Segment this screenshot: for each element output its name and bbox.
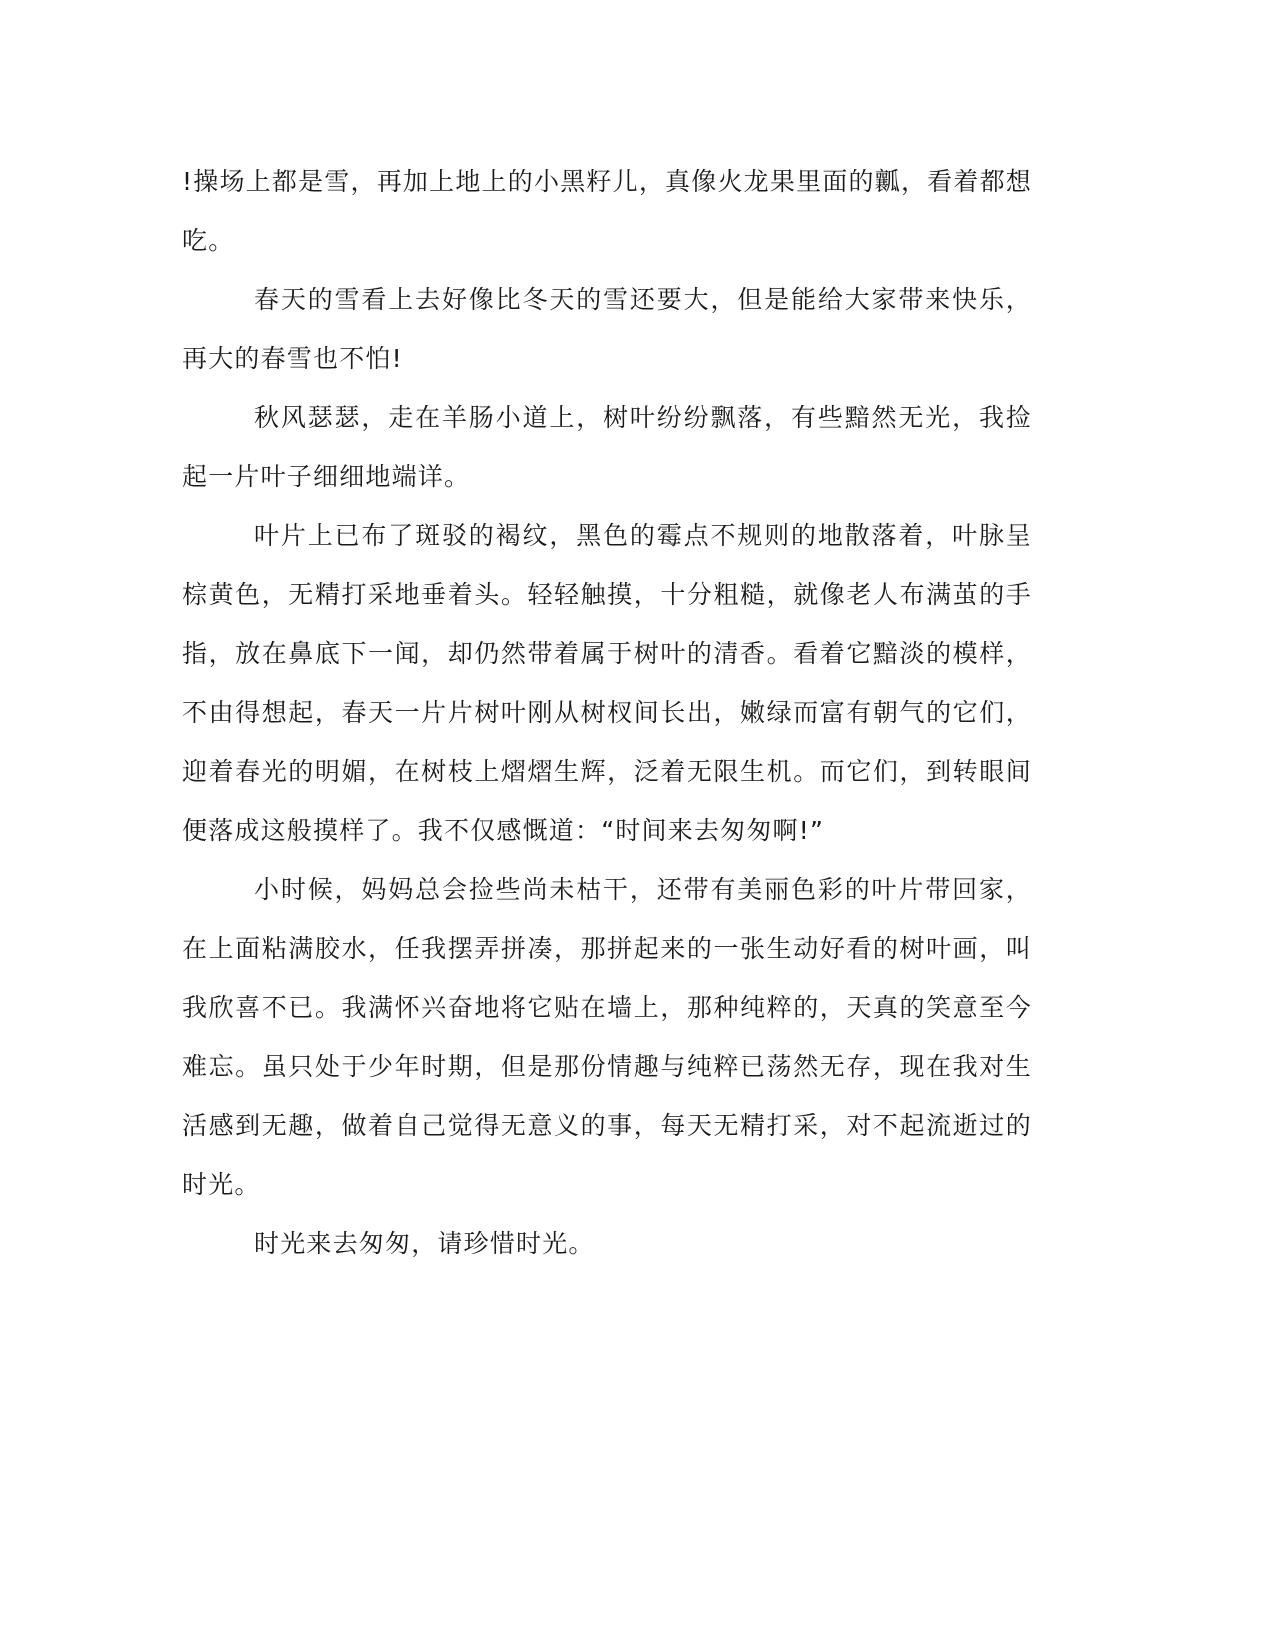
paragraph-autumn-wind: 秋风瑟瑟，走在羊肠小道上，树叶纷纷飘落，有些黯然无光，我捡起一片叶子细细地端详。 (182, 403, 1032, 491)
paragraph-conclusion: 时光来去匆匆，请珍惜时光。 (254, 1229, 595, 1258)
paragraph-leaf-description: 叶片上已布了斑驳的褐纹，黑色的霉点不规则的地散落着，叶脉呈棕黄色，无精打采地垂着头。轻轻触摸，十分粗糙，就像老人布满茧的手指，放在鼻底下一闻，却仍然带着属于树叶的清香。看着它黯淡的模样，不由得想起，春天一片片树叶刚从树杈间长出，嫩绿而富有朝气的它们，迎着春光的明媚，在树枝上熠熠生辉，泛着无限生机。而它们，到转眼间便落成这般摸样了。我不仅感慨道：“时间来去匆匆啊!” (182, 521, 1032, 845)
paragraph-snow-playground: !操场上都是雪，再加上地上的小黑籽儿，真像火龙果里面的瓤，看着都想吃。 (182, 167, 1032, 255)
paragraph-childhood-memory: 小时候，妈妈总会捡些尚未枯干，还带有美丽色彩的叶片带回家，在上面粘满胶水，任我摆弄拼凑，那拼起来的一张生动好看的树叶画，叫我欣喜不已。我满怀兴奋地将它贴在墙上，那种纯粹的，天真的笑意至今难忘。虽只处于少年时期，但是那份情趣与纯粹已荡然无存，现在我对生活感到无趣，做着自己觉得无意义的事，每天无精打采，对不起流逝过的时光。 (182, 875, 1032, 1199)
paragraph-spring-snow: 春天的雪看上去好像比冬天的雪还要大，但是能给大家带来快乐，再大的春雪也不怕! (182, 285, 1032, 373)
document-body (182, 152, 1032, 1273)
